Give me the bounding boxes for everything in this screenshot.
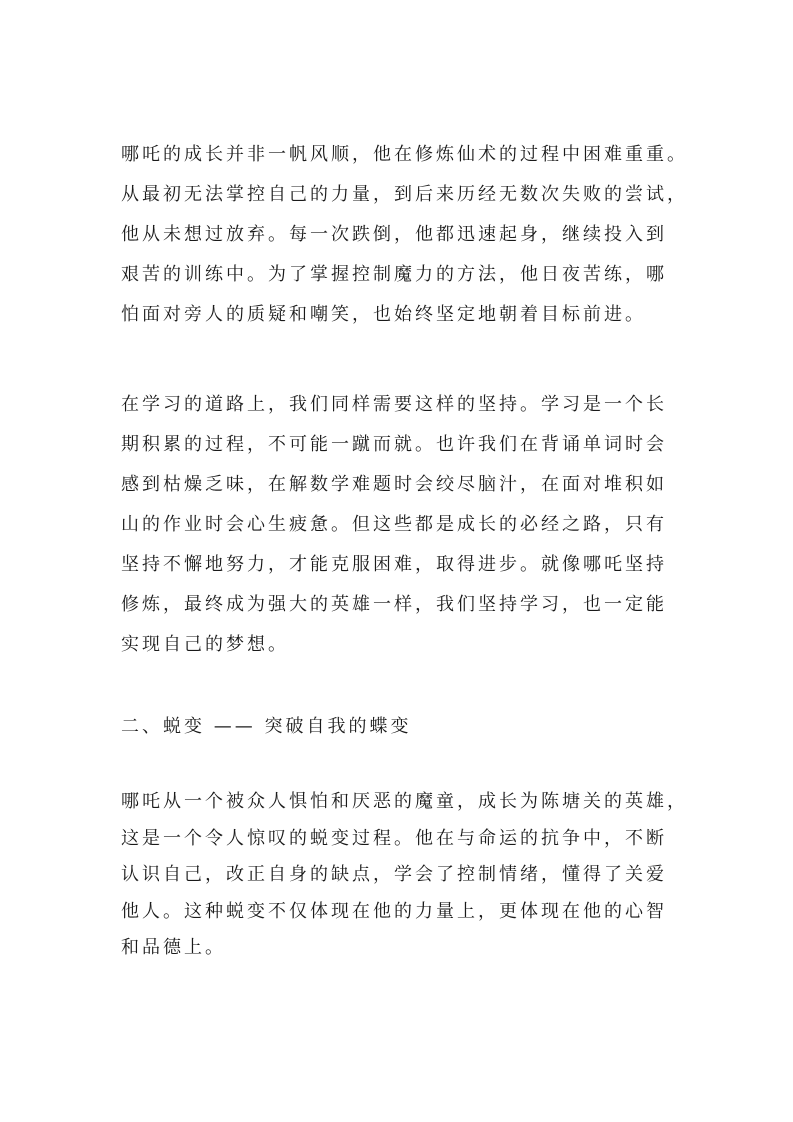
text-line: 坚持不懈地努力，才能克服困难，取得进步。就像哪吒坚持 [121, 554, 667, 575]
section-heading-text: 二、蜕变 —— 突破自我的蝶变 [121, 716, 412, 737]
text-line: 感到枯燥乏味，在解数学难题时会绞尽脑汁，在面对堆积如 [121, 474, 667, 495]
text-line: 艰苦的训练中。为了掌握控制魔力的方法，他日夜苦练，哪 [121, 264, 667, 285]
section-heading [121, 707, 701, 747]
text-line: 怕面对旁人的质疑和嘲笑，也始终坚定地朝着目标前进。 [121, 304, 646, 325]
text-line: 期积累的过程，不可能一蹴而就。也许我们在背诵单词时会 [121, 434, 667, 455]
text-line: 实现自己的梦想。 [121, 634, 289, 655]
paragraph-transformation [121, 784, 701, 967]
text-line: 哪吒的成长并非一帆风顺，他在修炼仙术的过程中困难重重。 [121, 144, 688, 165]
text-line: 认识自己，改正自身的缺点，学会了控制情绪，懂得了关爱 [121, 864, 667, 885]
text-line: 哪吒从一个被众人惧怕和厌恶的魔童，成长为陈塘关的英雄， [121, 791, 688, 812]
text-line: 他从未想过放弃。每一次跌倒，他都迅速起身，继续投入到 [121, 224, 667, 245]
text-line: 修炼，最终成为强大的英雄一样，我们坚持学习，也一定能 [121, 594, 667, 615]
text-line: 在学习的道路上，我们同样需要这样的坚持。学习是一个长 [121, 394, 667, 415]
paragraph-perseverance-story [121, 135, 701, 335]
text-line: 这是一个令人惊叹的蜕变过程。他在与命运的抗争中，不断 [121, 827, 667, 849]
text-line: 山的作业时会心生疲惫。但这些都是成长的必经之路，只有 [121, 514, 667, 535]
text-line: 从最初无法掌控自己的力量，到后来历经无数次失败的尝试， [121, 184, 688, 205]
text-line: 他人。这种蜕变不仅体现在他的力量上，更体现在他的心智 [121, 900, 667, 922]
text-line: 和品德上。 [121, 937, 226, 958]
paragraph-learning-persistence [121, 385, 701, 665]
